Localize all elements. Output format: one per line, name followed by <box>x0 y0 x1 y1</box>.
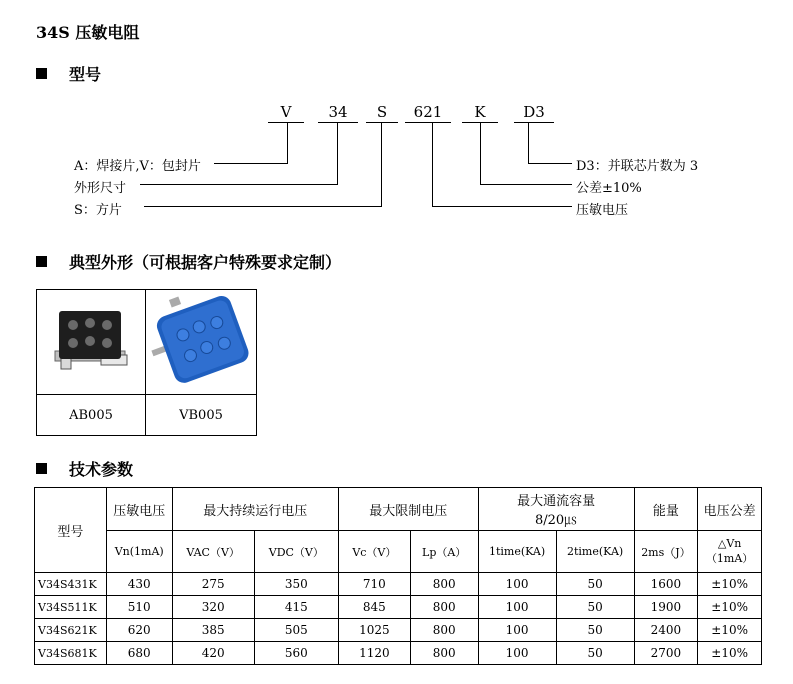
product-image-cell <box>146 290 257 395</box>
surge-current-waveform: 8/20㎲ <box>534 513 578 528</box>
leader-line <box>144 206 382 207</box>
leader-line <box>432 123 433 207</box>
code-underline <box>405 122 451 123</box>
code-underline <box>514 122 554 123</box>
table-cell: 275 <box>172 573 254 596</box>
product-image-cell <box>37 290 146 395</box>
code-part-v: V <box>280 103 292 121</box>
bullet-square-icon <box>36 463 47 474</box>
table-cell: ±10% <box>698 642 762 665</box>
leader-line <box>287 123 288 164</box>
label-disc-shape: S：方片 <box>74 203 122 218</box>
leader-line <box>528 163 572 164</box>
vb005-component-image <box>146 292 256 388</box>
code-underline <box>318 122 358 123</box>
product-name-vb005: VB005 <box>146 395 257 436</box>
table-cell: 385 <box>172 619 254 642</box>
table-cell: 680 <box>106 642 172 665</box>
table-cell: 505 <box>254 619 338 642</box>
leader-line <box>381 123 382 207</box>
col-header-max-continuous-voltage: 最大持续运行电压 <box>172 488 338 531</box>
table-cell: 1120 <box>338 642 410 665</box>
col-header-voltage-tolerance: 电压公差 <box>698 488 762 531</box>
delta-vn-current: （1mA） <box>705 552 754 565</box>
leader-line <box>214 163 288 164</box>
spec-table-body <box>35 573 762 665</box>
bullet-square-icon <box>36 256 47 267</box>
surge-current-label: 最大通流容量 <box>517 494 596 509</box>
label-tolerance: 公差±10% <box>576 181 642 196</box>
table-cell: 50 <box>556 642 634 665</box>
table-cell-model: V34S621K <box>35 619 107 642</box>
table-cell: 420 <box>172 642 254 665</box>
col-header-varistor-voltage: 压敏电压 <box>106 488 172 531</box>
table-cell: 710 <box>338 573 410 596</box>
table-cell: 2700 <box>634 642 698 665</box>
table-cell: 100 <box>478 619 556 642</box>
leader-line <box>480 123 481 185</box>
section-shape-label: 典型外形（可根据客户特殊要求定制） <box>69 253 342 272</box>
product-images-table <box>36 289 257 436</box>
code-part-tolerance: K <box>474 103 486 121</box>
section-model-heading <box>36 62 101 85</box>
leader-line <box>528 123 529 164</box>
table-cell-model: V34S431K <box>35 573 107 596</box>
subheader-2time: 2time(KA) <box>556 531 634 573</box>
section-params-label: 技术参数 <box>69 460 134 479</box>
table-cell: ±10% <box>698 573 762 596</box>
spec-table <box>34 487 762 665</box>
col-header-max-clamping-voltage: 最大限制电压 <box>338 488 478 531</box>
col-header-surge-current <box>478 488 634 531</box>
code-part-voltage: 621 <box>413 103 443 121</box>
table-cell: 1900 <box>634 596 698 619</box>
bullet-square-icon <box>36 68 47 79</box>
table-cell: 50 <box>556 596 634 619</box>
section-model-label: 型号 <box>69 65 102 84</box>
label-varistor-voltage: 压敏电压 <box>576 203 629 218</box>
table-cell: ±10% <box>698 619 762 642</box>
subheader-vc: Vc（V） <box>338 531 410 573</box>
table-cell: 100 <box>478 642 556 665</box>
subheader-delta-vn <box>698 531 762 573</box>
col-header-energy: 能量 <box>634 488 698 531</box>
table-cell: 100 <box>478 596 556 619</box>
code-part-shape: S <box>376 103 388 121</box>
table-cell: 430 <box>106 573 172 596</box>
leader-line <box>140 184 338 185</box>
table-cell: 320 <box>172 596 254 619</box>
table-cell: 800 <box>410 642 478 665</box>
ab005-component-image <box>41 295 141 385</box>
subheader-lp: Lp（A） <box>410 531 478 573</box>
table-cell: 800 <box>410 573 478 596</box>
table-cell: 2400 <box>634 619 698 642</box>
col-header-model: 型号 <box>35 488 107 573</box>
section-shape-heading <box>36 250 341 273</box>
table-cell: 100 <box>478 573 556 596</box>
section-params-heading <box>36 457 133 480</box>
leader-line <box>432 206 572 207</box>
label-parallel-chips: D3：并联芯片数为 3 <box>576 159 699 174</box>
code-underline <box>268 122 304 123</box>
table-cell: 800 <box>410 596 478 619</box>
table-row <box>35 642 762 665</box>
label-terminal-type: A：焊接片,V：包封片 <box>74 159 201 174</box>
subheader-vn: Vn(1mA) <box>106 531 172 573</box>
leader-line <box>480 184 572 185</box>
code-part-chips: D3 <box>523 103 545 121</box>
table-cell: ±10% <box>698 596 762 619</box>
table-cell: 845 <box>338 596 410 619</box>
delta-vn-label: △Vn <box>717 537 742 550</box>
table-cell: 620 <box>106 619 172 642</box>
table-cell: 800 <box>410 619 478 642</box>
table-cell-model: V34S681K <box>35 642 107 665</box>
leader-line <box>337 123 338 185</box>
table-cell: 510 <box>106 596 172 619</box>
table-row <box>35 573 762 596</box>
table-row <box>35 619 762 642</box>
subheader-energy-2ms: 2ms（J） <box>634 531 698 573</box>
table-cell: 350 <box>254 573 338 596</box>
table-cell: 560 <box>254 642 338 665</box>
table-cell: 415 <box>254 596 338 619</box>
table-row <box>35 596 762 619</box>
subheader-vdc: VDC（V） <box>254 531 338 573</box>
product-name-ab005: AB005 <box>37 395 146 436</box>
table-cell: 1025 <box>338 619 410 642</box>
subheader-vac: VAC（V） <box>172 531 254 573</box>
table-cell: 50 <box>556 573 634 596</box>
table-cell: 50 <box>556 619 634 642</box>
code-part-size: 34 <box>328 103 348 121</box>
table-cell-model: V34S511K <box>35 596 107 619</box>
code-underline <box>366 122 398 123</box>
table-cell: 1600 <box>634 573 698 596</box>
page-title: 34S 压敏电阻 <box>36 23 140 42</box>
label-size: 外形尺寸 <box>74 181 127 196</box>
subheader-1time: 1time(KA) <box>478 531 556 573</box>
